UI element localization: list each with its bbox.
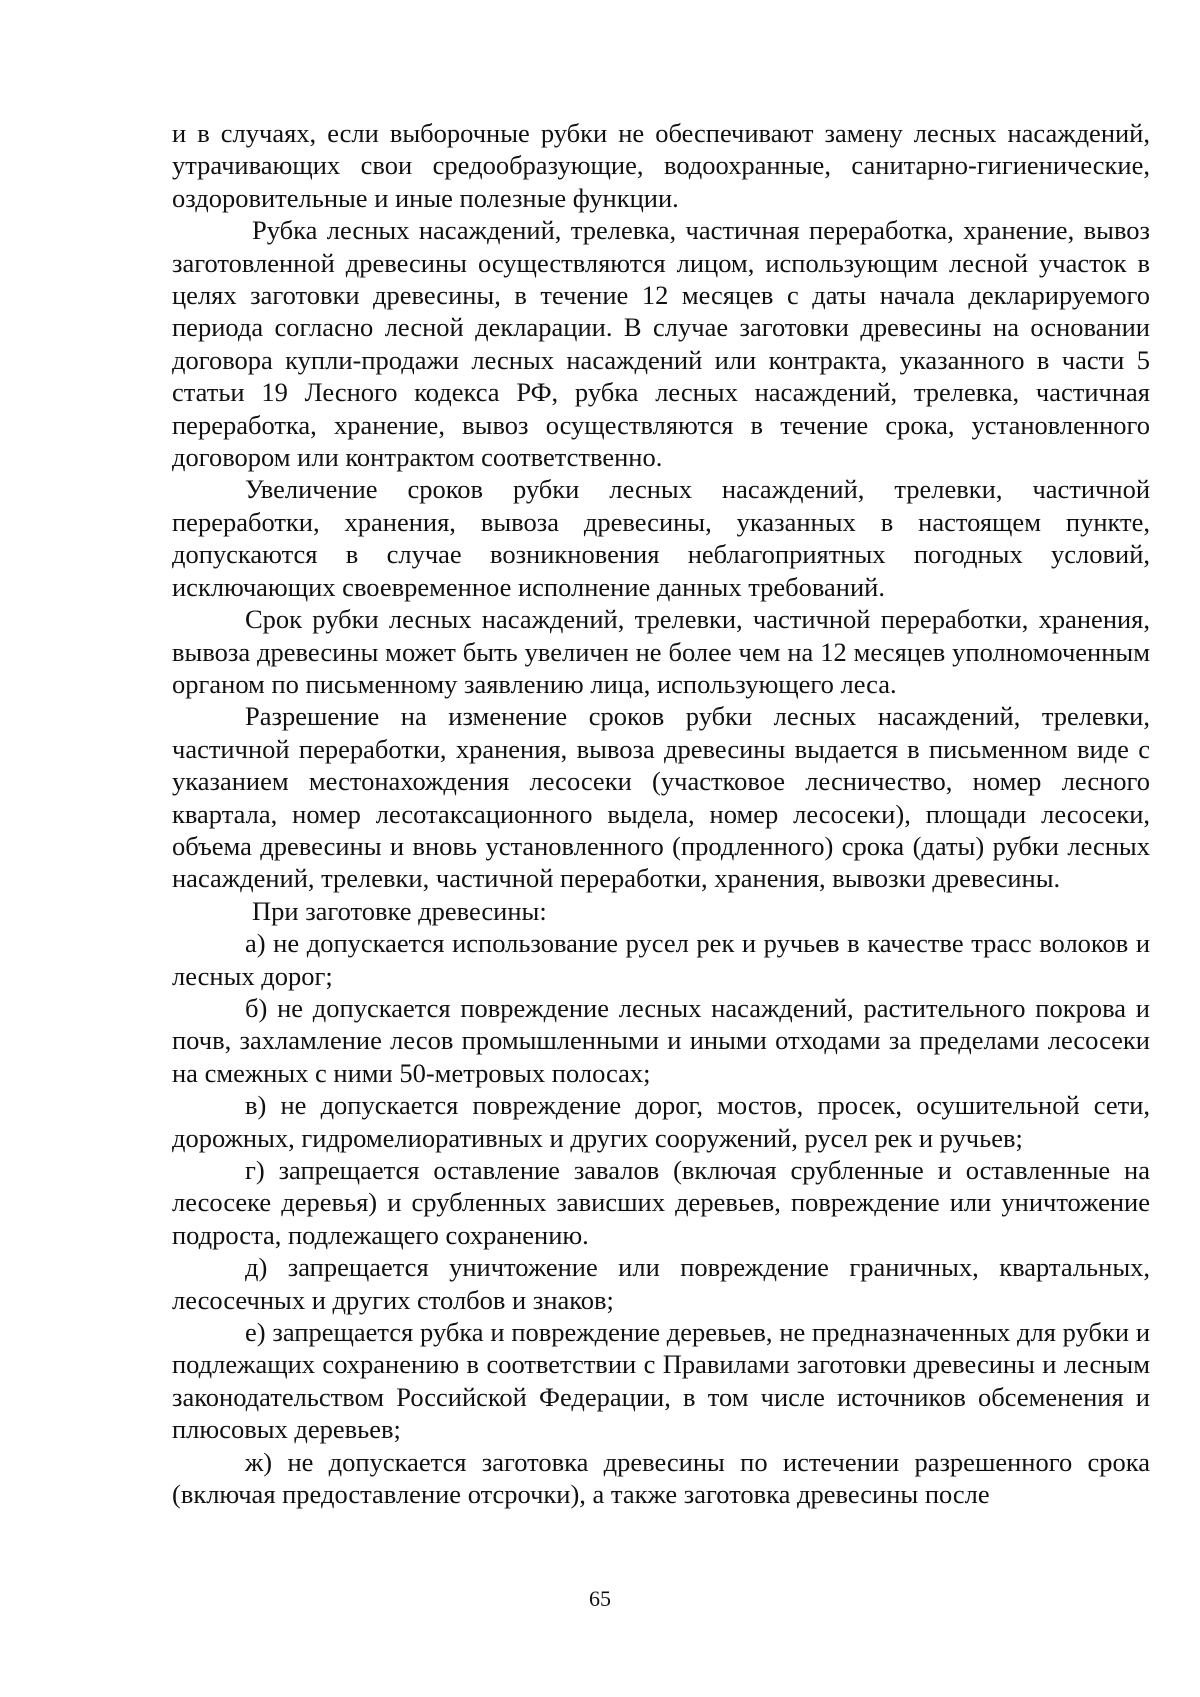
document-page <box>172 117 1150 1510</box>
paragraph-continuation: и в случаях, если выборочные рубки не обеспечивают замену лесных насаждений, утрачивающих свои средообразующие, водоохранные, санитарно-гигиенические, оздоровительные и иные полезные функции. <box>172 118 1150 213</box>
list-item-e: е) запрещается рубка и повреждение деревьев, не предназначенных для рубки и подлежащих сохранению в соответствии с Правилами заготовки древесины и лесным законодательством Российской Федерации, в том числе источников обсеменения и плюсовых деревьев; <box>172 1317 1150 1445</box>
paragraph-term-extension: Увеличение сроков рубки лесных насаждений, трелевки, частичной переработки, хранения, вывоза древесины, указанных в настоящем пункте, допускаются в случае возникновения неблагоприятных погодных условий, исключающих своевременное исполнение данных требований. <box>172 474 1150 602</box>
list-item-g: г) запрещается оставление завалов (включая срубленные и оставленные на лесосеке деревья) и срубленных зависших деревьев, повреждение или уничтожение подроста, подлежащего сохранению. <box>172 1155 1150 1250</box>
list-item-v: в) не допускается повреждение дорог, мостов, просек, осушительной сети, дорожных, гидромелиоративных и других сооружений, русел рек и ручьев; <box>172 1090 1150 1153</box>
page-number: 65 <box>589 1586 611 1611</box>
paragraph-felling-terms: Рубка лесных насаждений, трелевка, частичная переработка, хранение, вывоз заготовленной древесины осуществляются лицом, использующим лесной участок в целях заготовки древесины, в течение 12 месяцев с даты начала декларируемого периода согласно лесной декларации. В случае заготовки древесины на основании договора купли-продажи лесных насаждений или контракта, указанного в части 5 статьи 19 Лесного кодекса РФ, рубка лесных насаждений, трелевка, частичная переработка, хранение, вывоз осуществляются в течение срока, установленного договором или контрактом соответственно. <box>172 215 1150 473</box>
list-item-d: д) запрещается уничтожение или повреждение граничных, квартальных, лесосечных и других столбов и знаков; <box>172 1252 1150 1315</box>
paragraph-permission: Разрешение на изменение сроков рубки лесных насаждений, трелевки, частичной переработки, хранения, вывоза древесины выдается в письменном виде с указанием местонахождения лесосеки (участковое лесничество, номер лесного квартала, номер лесотаксационного выдела, номер лесосеки), площади лесосеки, объема древесины и вновь установленного (продленного) срока (даты) рубки лесных насаждений, трелевки, частичной переработки, хранения, вывозки древесины. <box>172 701 1150 894</box>
paragraph-term-increase: Срок рубки лесных насаждений, трелевки, частичной переработки, хранения, вывоза древесины может быть увеличен не более чем на 12 месяцев уполномоченным органом по письменному заявлению лица, использующего леса. <box>172 604 1150 699</box>
list-item-b: б) не допускается повреждение лесных насаждений, растительного покрова и почв, захламление лесов промышленными и иными отходами за пределами лесосеки на смежных с ними 50-метровых полосах; <box>172 992 1150 1088</box>
list-item-a: а) не допускается использование русел рек и ручьев в качестве трасс волоков и лесных дорог; <box>172 928 1150 991</box>
paragraph-harvest-intro: При заготовке древесины: <box>252 895 547 926</box>
list-item-zh: ж) не допускается заготовка древесины по истечении разрешенного срока (включая предоставление отсрочки), а также заготовка древесины после <box>172 1446 1150 1510</box>
